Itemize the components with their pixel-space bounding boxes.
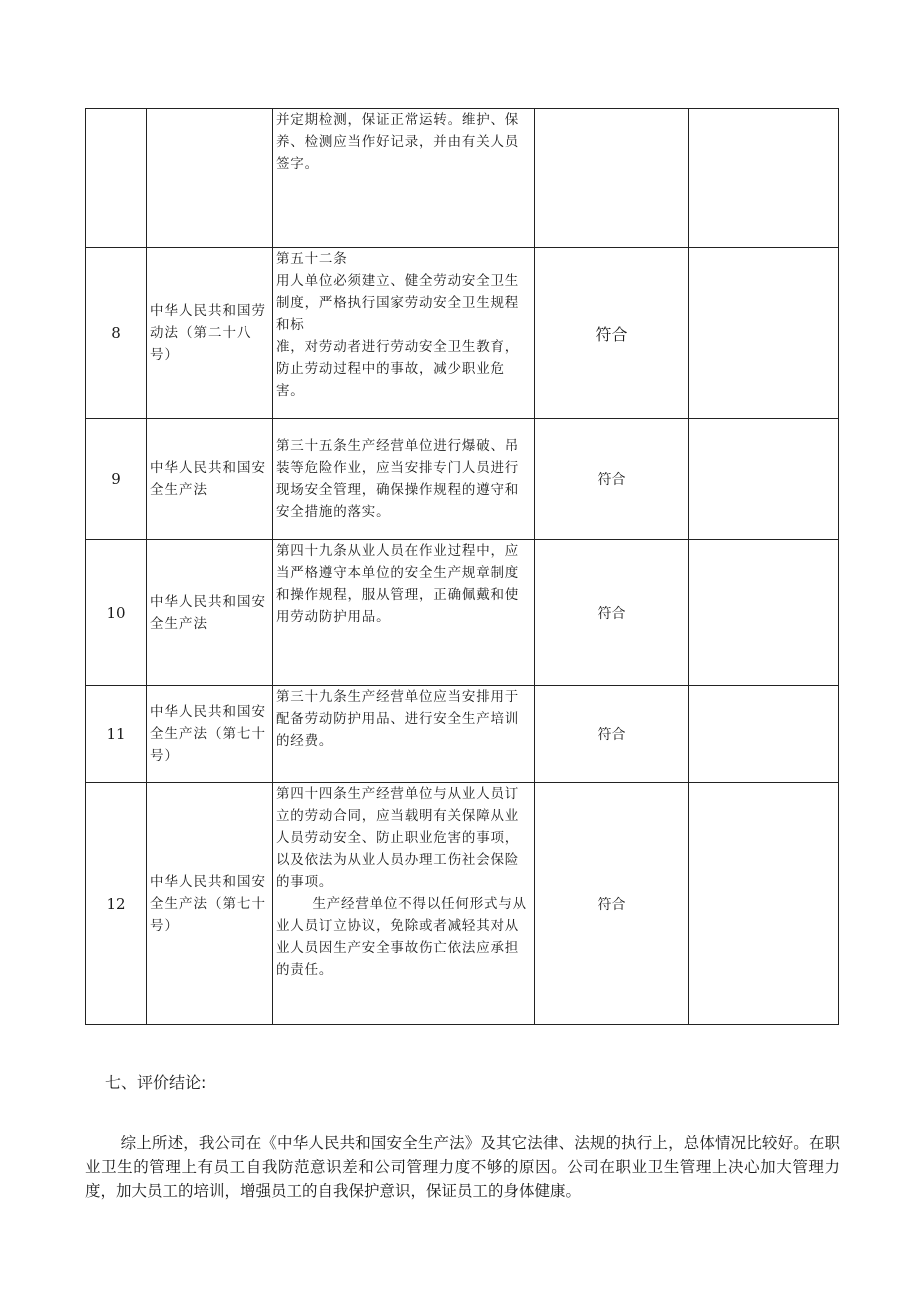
note-cell <box>689 686 839 783</box>
clause-paragraph: 生产经营单位不得以任何形式与从业人员订立协议，免除或者减轻其对从业人员因生产安全事故伤亡依法应承担的责任。 <box>276 896 527 978</box>
table-row <box>86 540 839 686</box>
compliance-result: 符合 <box>535 783 689 1025</box>
table-row <box>86 783 839 1025</box>
section-heading: 七、评价结论: <box>105 1073 207 1092</box>
clause-line: 第五十二条 <box>276 251 348 267</box>
compliance-result: 符合 <box>535 419 689 540</box>
compliance-result: 符合 <box>535 686 689 783</box>
compliance-result: 符合 <box>535 248 689 419</box>
row-number: 9 <box>86 419 147 540</box>
row-number: 12 <box>86 783 147 1025</box>
note-cell <box>689 248 839 419</box>
clause-text <box>273 248 535 419</box>
conclusion-paragraph: 综上所述，我公司在《中华人民共和国安全生产法》及其它法律、法规的执行上，总体情况比较好。在职业卫生的管理上有员工自我防范意识差和公司管理力度不够的原因。公司在职业卫生管理上决心加大管理力度，加大员工的培训，增强员工的自我保护意识，保证员工的身体健康。 <box>85 1134 840 1200</box>
table-row <box>86 419 839 540</box>
compliance-table <box>85 108 839 1025</box>
compliance-result <box>535 109 689 248</box>
clause-text: 第三十九条生产经营单位应当安排用于配备劳动防护用品、进行安全生产培训的经费。 <box>273 686 535 783</box>
row-number: 11 <box>86 686 147 783</box>
clause-text: 第四十九条从业人员在作业过程中，应当严格遵守本单位的安全生产规章制度和操作规程，服从管理，正确佩戴和使用劳动防护用品。 <box>273 540 535 686</box>
row-number <box>86 109 147 248</box>
clause-text <box>273 783 535 1025</box>
table-row <box>86 248 839 419</box>
law-name <box>147 109 273 248</box>
clause-line: 准，对劳动者进行劳动安全卫生教育，防止劳动过程中的事故，减少职业危害。 <box>276 339 520 399</box>
note-cell <box>689 109 839 248</box>
table-row <box>86 109 839 248</box>
compliance-result: 符合 <box>535 540 689 686</box>
law-name: 中华人民共和国安全生产法 <box>147 419 273 540</box>
row-number: 10 <box>86 540 147 686</box>
clause-text: 并定期检测，保证正常运转。维护、保养、检测应当作好记录，并由有关人员签字。 <box>273 109 535 248</box>
law-name: 中华人民共和国安全生产法（第七十号） <box>147 783 273 1025</box>
clause-line: 用人单位必须建立、健全劳动安全卫生制度，严格执行国家劳动安全卫生规程和标 <box>276 273 520 333</box>
note-cell <box>689 783 839 1025</box>
clause-paragraph: 第四十四条生产经营单位与从业人员订立的劳动合同，应当载明有关保障从业人员劳动安全、防止职业危害的事项，以及依法为从业人员办理工伤社会保险的事项。 <box>276 786 520 890</box>
law-name: 中华人民共和国劳动法（第二十八号） <box>147 248 273 419</box>
clause-text: 第三十五条生产经营单位进行爆破、吊装等危险作业，应当安排专门人员进行现场安全管理，确保操作规程的遵守和安全措施的落实。 <box>273 419 535 540</box>
row-number: 8 <box>86 248 147 419</box>
note-cell <box>689 540 839 686</box>
table-row <box>86 686 839 783</box>
law-name: 中华人民共和国安全生产法（第七十号） <box>147 686 273 783</box>
law-name: 中华人民共和国安全生产法 <box>147 540 273 686</box>
note-cell <box>689 419 839 540</box>
